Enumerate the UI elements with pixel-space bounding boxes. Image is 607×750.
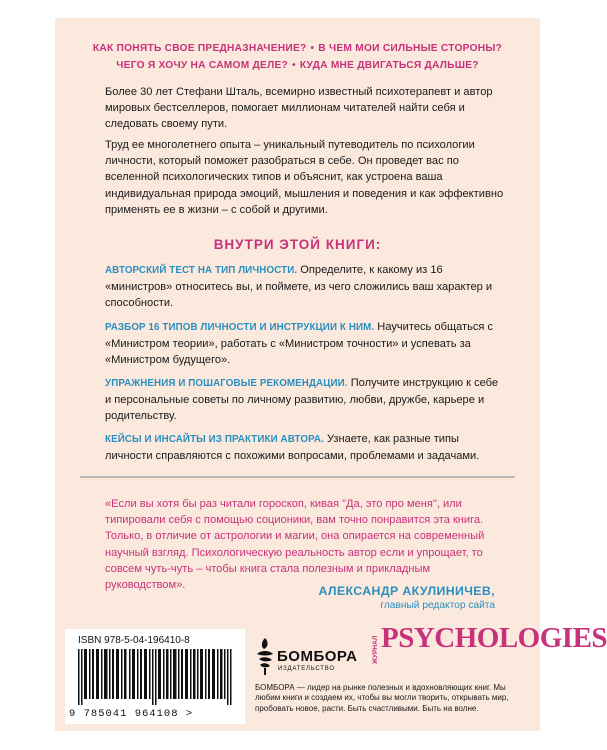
inside-book-heading: ВНУТРИ ЭТОЙ КНИГИ: bbox=[213, 237, 382, 252]
question-strengths: В ЧЕМ МОИ СИЛЬНЫЕ СТОРОНЫ? bbox=[318, 43, 503, 54]
bullet-separator: • bbox=[292, 60, 296, 71]
feature-item bbox=[105, 319, 505, 369]
questions-line-1 bbox=[55, 40, 540, 57]
barcode-label bbox=[65, 629, 245, 724]
book-back-cover bbox=[55, 18, 607, 731]
feature-item bbox=[105, 375, 505, 425]
feature-title: КЕЙСЫ И ИНСАЙТЫ ИЗ ПРАКТИКИ АВТОРА. bbox=[105, 434, 324, 445]
psychologies-logo: PSYCHOLOGIES bbox=[381, 622, 607, 654]
feature-item bbox=[105, 431, 505, 464]
feature-title: УПРАЖНЕНИЯ И ПОШАГОВЫЕ РЕКОМЕНДАЦИИ. bbox=[105, 378, 348, 389]
question-purpose: КАК ПОНЯТЬ СВОЕ ПРЕДНАЗНАЧЕНИЕ? bbox=[92, 43, 307, 54]
questions-line-2 bbox=[55, 57, 540, 74]
psychologies-side-label bbox=[371, 630, 379, 666]
isbn-number: ISBN 978-5-04-196410-8 bbox=[78, 635, 190, 646]
feature-item bbox=[105, 262, 505, 312]
intro-paragraph-author: Более 30 лет Стефани Шталь, всемирно известный психотерапевт и автор мировых бестселлеров, помогает миллионам читателей найти себя и следовать своему пути. bbox=[105, 86, 493, 131]
feature-text: Научитесь общаться с «Министром теории», работать с «Министром точности» и успевать за «Министром будущего». bbox=[105, 321, 494, 367]
questions-block bbox=[55, 40, 540, 74]
endorser-role: главный редактор сайта bbox=[380, 600, 495, 611]
feature-text: Узнаете, как разные типы личности справляются с похожими вопросами, проблемами и задачами. bbox=[105, 433, 480, 463]
barcode-digits: 9 785041 964108 > bbox=[69, 708, 194, 720]
feature-title: РАЗБОР 16 ТИПОВ ЛИЧНОСТИ И ИНСТРУКЦИИ К НИМ. bbox=[105, 322, 375, 333]
bombora-logo-icon bbox=[255, 638, 275, 676]
endorser-name: АЛЕКСАНДР АКУЛИНИЧЕВ, bbox=[318, 584, 495, 598]
intro-paragraph-book: Труд ее многолетнего опыта – уникальный путеводитель по психологии личности, который поможет разобраться в себе. Он проведет вас по вселенной психологических типов и объяснит, как устроена ваша индивидуальная природа эмоций, мышления и поведения и как эффективно применять ее в жизни – с собой и другими. bbox=[105, 139, 504, 216]
publisher-blurb: БОМБОРА — лидер на рынке полезных и вдохновляющих книг. Мы любим книги и создаем их, чтобы вы могли творить, открывать мир, пробовать новое, расти. Быть счастливыми. Быть на волне. bbox=[255, 683, 509, 713]
bullet-separator: • bbox=[310, 43, 315, 54]
endorsement-quote: «Если вы хотя бы раз читали гороскоп, кивая "Да, это про меня", или типировали себя с помощью соционики, вам точно понравится эта книга. Только, в отличие от астрологии и магии, она опирается на современный научный взгляд. Психологическую реальность автор если и упрощает, то совсем чуть-чуть – чтобы книга стала полезным и прикладным руководством». bbox=[105, 498, 485, 592]
question-desire: ЧЕГО Я ХОЧУ НА САМОМ ДЕЛЕ? bbox=[116, 60, 288, 71]
feature-title: АВТОРСКИЙ ТЕСТ НА ТИП ЛИЧНОСТИ. bbox=[105, 265, 298, 276]
section-divider bbox=[80, 476, 515, 478]
psychologies-side-text: ЖУРНАЛ bbox=[372, 635, 379, 664]
feature-text: Определите, к какому из 16 «министров» относитесь вы, и поймете, из чего сложились ваш характер и способности. bbox=[105, 264, 493, 310]
question-direction: КУДА МНЕ ДВИГАТЬСЯ ДАЛЬШЕ? bbox=[299, 60, 479, 71]
feature-text: Получите инструкцию к себе и персональные советы по личному развитию, любви, дружбе, карьере и родительству. bbox=[105, 377, 499, 423]
publisher-subtitle: ИЗДАТЕЛЬСТВО bbox=[278, 666, 335, 672]
barcode-icon bbox=[78, 649, 236, 705]
publisher-name: БОМБОРА bbox=[277, 648, 358, 665]
